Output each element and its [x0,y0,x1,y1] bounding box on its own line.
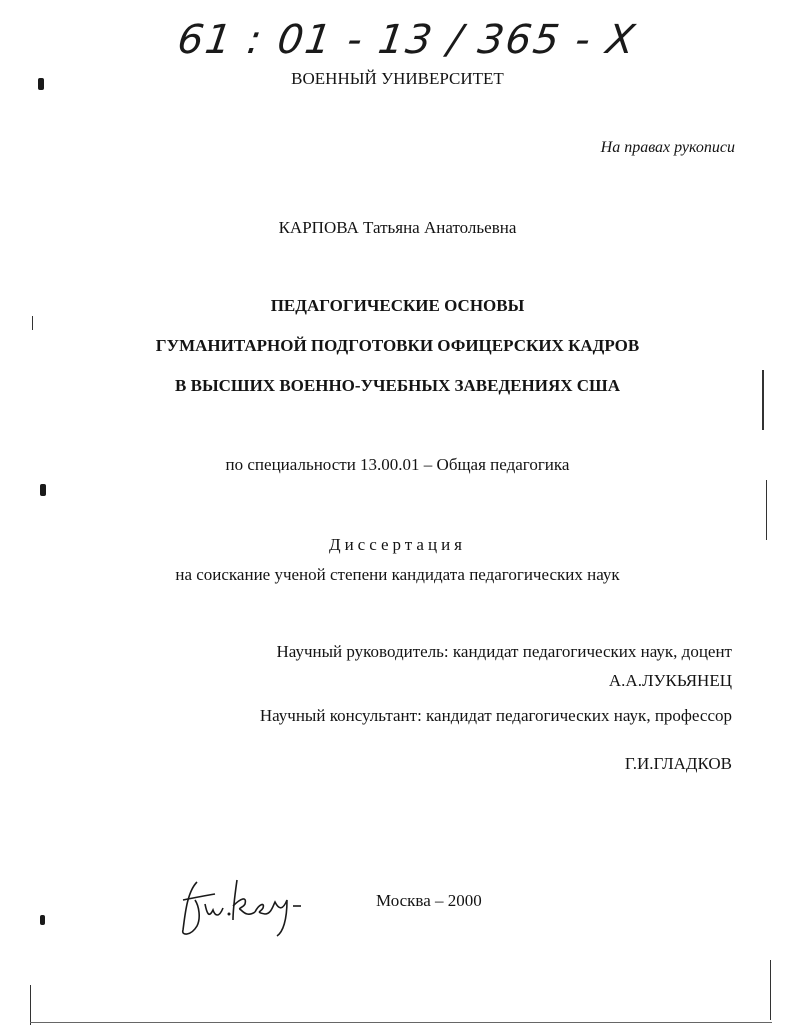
scan-mark [40,484,46,496]
supervisor-name: А.А.ЛУКЬЯНЕЦ [608,671,732,690]
scan-edge-line [762,370,764,430]
archive-code-handwritten: 61 : 01 - 13 / 365 - X [174,17,640,63]
university-name: ВОЕННЫЙ УНИВЕРСИТЕТ [291,69,504,88]
title-line-2: ГУМАНИТАРНОЙ ПОДГОТОВКИ ОФИЦЕРСКИХ КАДРОВ [155,336,640,355]
scan-mark [40,915,45,925]
supervisor-label: Научный руководитель: кандидат педагогических наук, доцент [276,642,732,661]
scan-edge-mark [32,316,33,330]
specialty-line: по специальности 13.00.01 – Общая педагогика [225,455,570,474]
manuscript-note: На правах рукописи [600,139,735,156]
scan-edge-line [770,960,771,1020]
title-line-3: В ВЫСШИХ ВОЕННО-УЧЕБНЫХ ЗАВЕДЕНИЯХ США [175,376,620,395]
consultant-label: Научный консультант: кандидат педагогических наук, профессор [259,706,732,725]
document-type: Диссертация [328,535,466,554]
scan-bottom-edge [30,1022,772,1023]
city-year: Москва – 2000 [376,891,482,910]
author-name: КАРПОВА Татьяна Анатольевна [278,218,517,237]
scan-edge-line [30,985,31,1025]
scan-edge-line [766,480,767,540]
degree-line: на соискание ученой степени кандидата педагогических наук [175,565,620,584]
title-line-1: ПЕДАГОГИЧЕСКИЕ ОСНОВЫ [270,296,525,315]
scan-mark [38,78,44,90]
signature-image [175,870,315,940]
consultant-name: Г.И.ГЛАДКОВ [624,754,732,773]
